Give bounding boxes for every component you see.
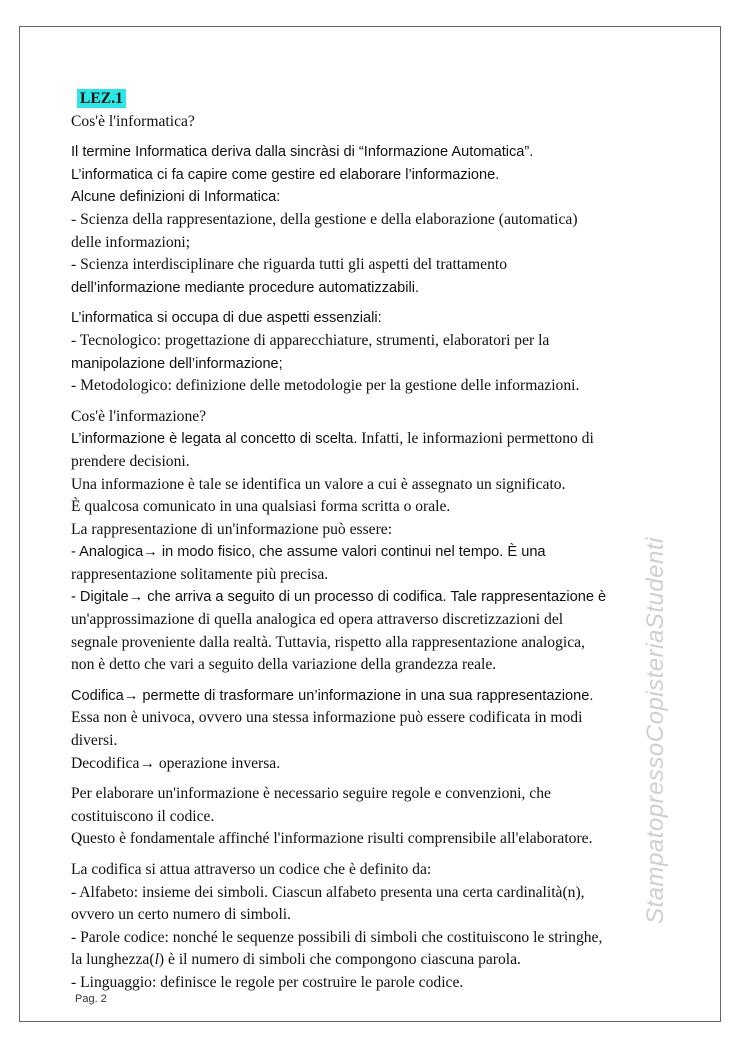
line: Codifica→ permette di trasformare un’informazione in una sua rappresentazione.	[71, 687, 594, 704]
line: - Analogica→ in modo fisico, che assume valori continui nel tempo. È una	[71, 544, 546, 561]
document-body	[71, 88, 686, 995]
lesson-tag: LEZ.1	[77, 89, 126, 108]
line: prendere decisioni.	[71, 452, 190, 470]
line: Alcune definizioni di Informatica:	[71, 189, 281, 206]
line: non è detto che vari a seguito della variazione della grandezza reale.	[71, 656, 497, 674]
line: La codifica si attua attraverso un codice che è definito da:	[71, 861, 432, 878]
line: - Digitale→ che arriva a seguito di un processo di codifica. Tale rappresentazione è	[71, 589, 607, 606]
line: - Scienza della rappresentazione, della gestione e della elaborazione (automatica)	[71, 210, 578, 228]
line-part: ) è il numero di simboli che compongono ciascuna parola.	[158, 951, 521, 969]
lesson-heading	[71, 88, 686, 111]
line: un'approssimazione di quella analogica ed opera attraverso discretizzazioni del	[71, 611, 564, 629]
line: - Linguaggio: definisce le regole per costruire le parole codice.	[71, 973, 464, 991]
line: - Metodologico: definizione delle metodologie per la gestione delle informazioni.	[71, 377, 580, 395]
line: diversi.	[71, 732, 118, 750]
line: manipolazione dell’informazione;	[71, 355, 283, 372]
line: Questo è fondamentale affinché l'informazione risulti comprensibile all'elaboratore.	[71, 830, 593, 848]
line: - Scienza interdisciplinare che riguarda tutti gli aspetti del trattamento	[71, 256, 508, 274]
line: segnale proveniente dalla realtà. Tuttavia, rispetto alla rappresentazione analogica,	[71, 633, 585, 651]
line: dell’informazione mediante procedure automatizzabili.	[71, 279, 420, 296]
line: Cos'è l'informazione?	[71, 407, 207, 425]
line: Essa non è univoca, ovvero una stessa informazione può essere codificata in modi	[71, 709, 583, 727]
line: È qualcosa comunicato in una qualsiasi forma scritta o orale.	[71, 498, 451, 516]
line: Per elaborare un'informazione è necessario seguire regole e convenzioni, che	[71, 785, 551, 803]
line: L’informatica si occupa di due aspetti essenziali:	[71, 310, 382, 327]
line: Cos'è l'informatica?	[71, 112, 195, 130]
line-part: la lunghezza(	[71, 951, 155, 969]
line: Una informazione è tale se identifica un valore a cui è assegnato un significato.	[71, 475, 566, 493]
watermark: StampatopressoCopisteriaStudenti	[642, 537, 669, 924]
line-part: Infatti, le informazioni permettono di	[357, 430, 594, 448]
line: - Parole codice: nonché le sequenze possibili di simboli che costituiscono le stringhe,	[71, 928, 603, 946]
line-part: L’informazione è legata al concetto di scelta.	[71, 431, 358, 448]
line: - Alfabeto: insieme dei simboli. Ciascun alfabeto presenta una certa cardinalità(n),	[71, 883, 585, 901]
line-part: l	[154, 951, 159, 969]
line: Decodifica→ operazione inversa.	[71, 754, 281, 772]
line: - Tecnologico: progettazione di apparecchiature, strumenti, elaboratori per la	[71, 331, 550, 349]
line: costituiscono il codice.	[71, 807, 215, 825]
line	[71, 949, 686, 972]
line: L’informatica ci fa capire come gestire ed elaborare l’informazione.	[71, 166, 500, 183]
line	[71, 428, 686, 451]
line: delle informazioni;	[71, 233, 191, 251]
line: rappresentazione solitamente più precisa.	[71, 565, 329, 583]
line: ovvero un certo numero di simboli.	[71, 906, 292, 924]
line: Il termine Informatica deriva dalla sincràsi di “Informazione Automatica”.	[71, 144, 534, 161]
line: La rappresentazione di un'informazione può essere:	[71, 520, 393, 538]
page-number: Pag. 2	[75, 993, 107, 1005]
